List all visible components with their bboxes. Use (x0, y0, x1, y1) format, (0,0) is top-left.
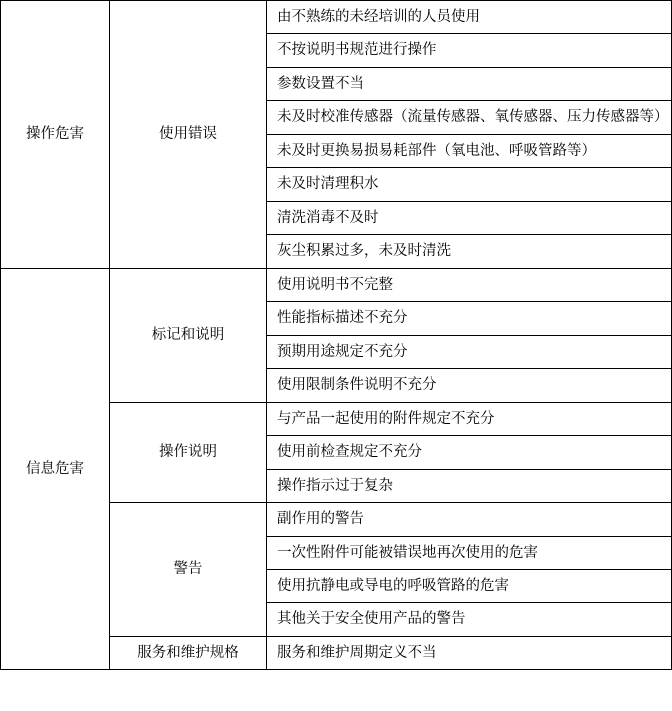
hazard-category-cell: 操作危害 (1, 1, 110, 269)
hazard-item-cell: 预期用途规定不充分 (267, 335, 672, 368)
hazard-item-cell: 性能指标描述不充分 (267, 302, 672, 335)
hazard-item-cell: 未及时更换易损易耗部件（氧电池、呼吸管路等） (267, 134, 672, 167)
hazard-item-cell: 参数设置不当 (267, 67, 672, 100)
hazard-item-cell: 副作用的警告 (267, 503, 672, 536)
hazard-item-cell: 其他关于安全使用产品的警告 (267, 603, 672, 636)
hazard-item-cell: 由不熟练的未经培训的人员使用 (267, 1, 672, 34)
hazard-item-cell: 使用限制条件说明不充分 (267, 369, 672, 402)
hazard-item-cell: 未及时校准传感器（流量传感器、氧传感器、压力传感器等） (267, 101, 672, 134)
hazard-item-cell: 使用前检查规定不充分 (267, 436, 672, 469)
hazard-subcategory-cell: 操作说明 (110, 402, 267, 502)
hazard-item-cell: 操作指示过于复杂 (267, 469, 672, 502)
table-row (1, 268, 672, 301)
hazard-item-cell: 不按说明书规范进行操作 (267, 34, 672, 67)
hazard-item-cell: 清洗消毒不及时 (267, 201, 672, 234)
hazard-subcategory-cell: 标记和说明 (110, 268, 267, 402)
hazard-item-cell: 使用说明书不完整 (267, 268, 672, 301)
hazard-item-cell: 一次性附件可能被错误地再次使用的危害 (267, 536, 672, 569)
hazard-item-cell: 与产品一起使用的附件规定不充分 (267, 402, 672, 435)
hazard-item-cell: 未及时清理积水 (267, 168, 672, 201)
hazard-item-cell: 使用抗静电或导电的呼吸管路的危害 (267, 569, 672, 602)
hazard-category-cell: 信息危害 (1, 268, 110, 670)
hazard-item-cell: 服务和维护周期定义不当 (267, 636, 672, 669)
hazard-subcategory-cell: 服务和维护规格 (110, 636, 267, 669)
hazard-subcategory-cell: 使用错误 (110, 1, 267, 269)
hazard-item-cell: 灰尘积累过多，未及时清洗 (267, 235, 672, 268)
table-row (1, 1, 672, 34)
hazard-subcategory-cell: 警告 (110, 503, 267, 637)
hazard-table-body (1, 1, 672, 670)
